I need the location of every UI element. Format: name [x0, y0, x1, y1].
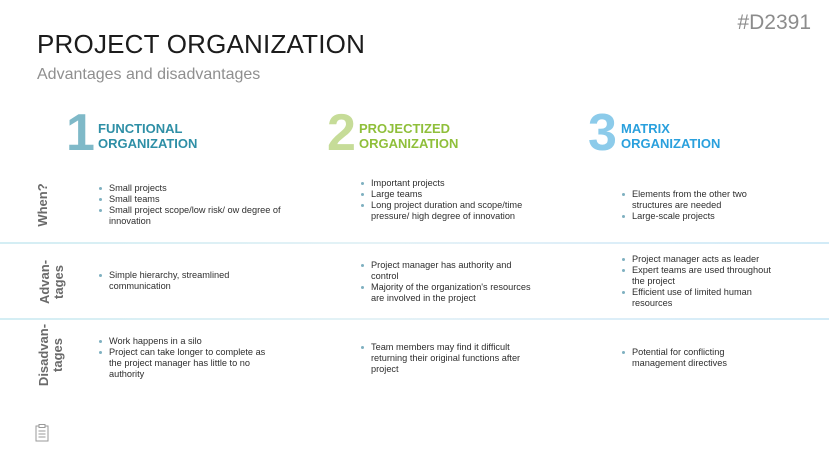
column-header-projectized: [327, 104, 527, 162]
column-title: PROJECTIZED ORGANIZATION: [359, 121, 459, 151]
list-item: Elements from the other two structures are needed: [619, 189, 789, 211]
list-item: Majority of the organization's resources are involved in the project: [358, 282, 538, 304]
list-item: Large-scale projects: [619, 211, 789, 222]
column-header-functional: [66, 104, 266, 162]
cell-disadvantages-functional: [96, 336, 271, 380]
list-item: Small teams: [96, 194, 286, 205]
column-number: 3: [588, 104, 617, 162]
document-id: #D2391: [737, 11, 811, 34]
column-header-matrix: [588, 104, 788, 162]
page-subtitle: Advantages and disadvantages: [37, 66, 261, 83]
list-item: Project manager has authority and control: [358, 260, 538, 282]
cell-when-functional: [96, 183, 286, 227]
row-label-disadvantages: Disadvan- tages: [36, 323, 65, 387]
cell-disadvantages-matrix: [619, 347, 759, 369]
list-item: Project can take longer to complete as the project manager has little to no authority: [96, 347, 271, 380]
row-separator: [0, 242, 829, 244]
list-item: Team members may find it difficult returning their original functions after project: [358, 342, 528, 375]
page-title: PROJECT ORGANIZATION: [37, 29, 366, 59]
list-item: Work happens in a silo: [96, 336, 271, 347]
column-number: 2: [327, 104, 356, 162]
column-title: FUNCTIONAL ORGANIZATION: [98, 121, 198, 151]
list-item: Efficient use of limited human resources: [619, 287, 779, 309]
cell-advantages-functional: [96, 270, 276, 292]
column-number: 1: [66, 104, 95, 162]
list-item: Simple hierarchy, streamlined communication: [96, 270, 276, 292]
list-item: Important projects: [358, 178, 538, 189]
cell-advantages-projectized: [358, 260, 538, 304]
list-item: Potential for conflicting management directives: [619, 347, 759, 369]
list-item: Long project duration and scope/time pressure/ high degree of innovation: [358, 200, 538, 222]
list-item: Project manager acts as leader: [619, 254, 779, 265]
list-item: Small projects: [96, 183, 286, 194]
row-label-advantages: Advan- tages: [37, 259, 66, 305]
column-title: MATRIX ORGANIZATION: [621, 121, 721, 151]
notes-icon[interactable]: [35, 424, 49, 442]
cell-disadvantages-projectized: [358, 342, 528, 375]
list-item: Expert teams are used throughout the project: [619, 265, 779, 287]
cell-advantages-matrix: [619, 254, 779, 309]
cell-when-matrix: [619, 189, 789, 222]
list-item: Small project scope/low risk/ ow degree of innovation: [96, 205, 286, 227]
list-item: Large teams: [358, 189, 538, 200]
row-separator: [0, 318, 829, 320]
cell-when-projectized: [358, 178, 538, 222]
row-label-when: When?: [35, 183, 50, 227]
